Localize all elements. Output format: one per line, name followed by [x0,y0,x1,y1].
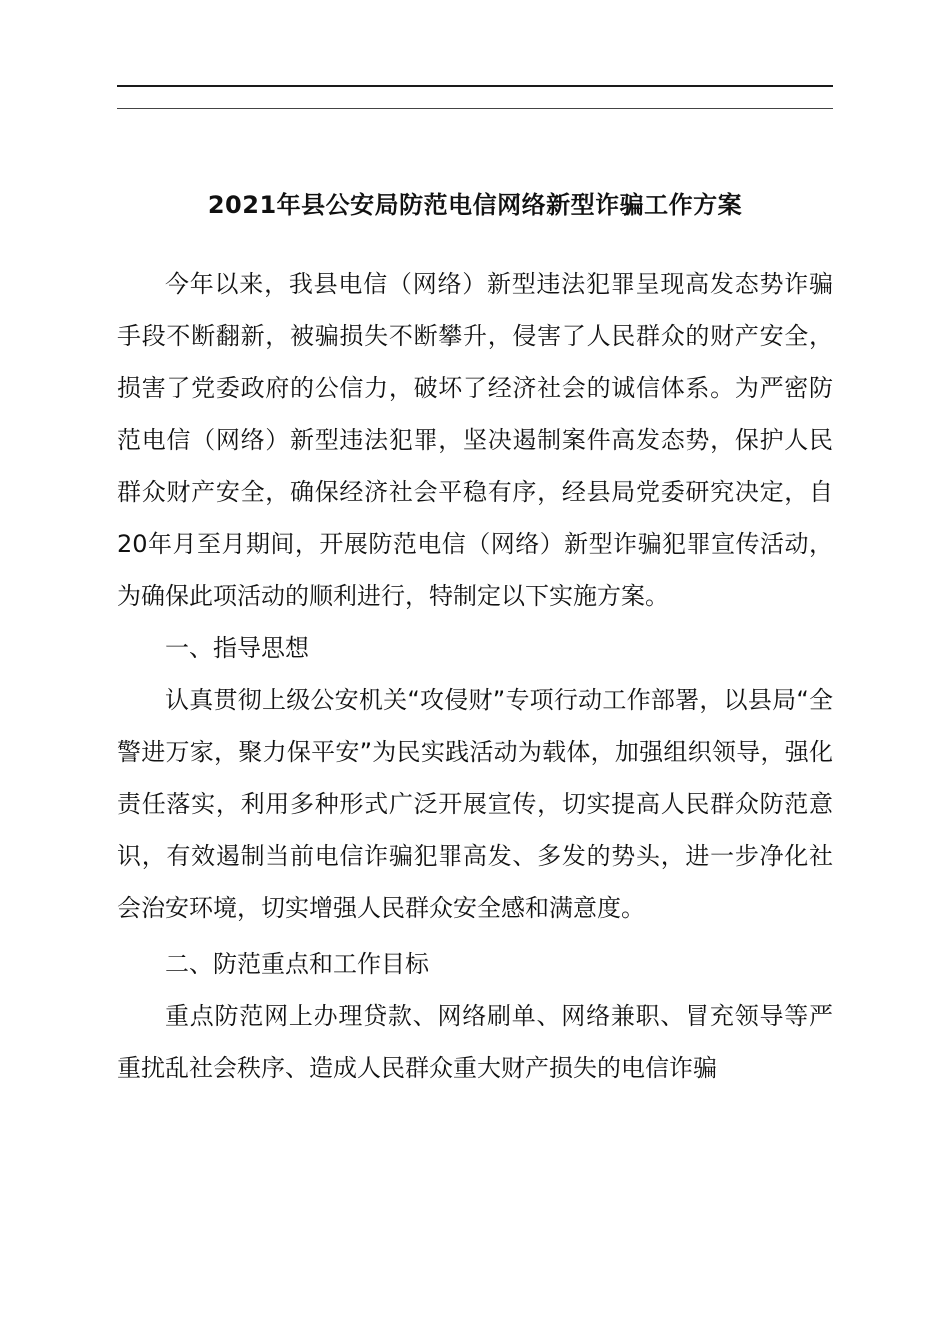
document-title: 2021年县公安局防范电信网络新型诈骗工作方案 [207,191,743,219]
header-rule-bottom [117,108,833,109]
section-heading-guiding-ideology: 一、指导思想 [165,634,309,662]
paragraph-focus-and-goals: 重点防范网上办理贷款、网络刷单、网络兼职、冒充领导等严重扰乱社会秩序、造成人民群众重大财产损失的电信诈骗 [117,1002,833,1082]
header-rule-top [117,85,833,87]
paragraph-intro: 今年以来，我县电信（网络）新型违法犯罪呈现高发态势诈骗手段不断翻新，被骗损失不断攀升，侵害了人民群众的财产安全，损害了党委政府的公信力，破坏了经济社会的诚信体系。为严密防范电信（网络）新型违法犯罪，坚决遏制案件高发态势，保护人民群众财产安全，确保经济社会平稳有序，经县局党委研究决定，自20年月至月期间，开展防范电信（网络）新型诈骗犯罪宣传活动，为确保此项活动的顺利进行，特制定以下实施方案。 [117,270,833,610]
section-heading-focus-and-goals: 二、防范重点和工作目标 [165,950,429,978]
paragraph-guiding-ideology: 认真贯彻上级公安机关“攻侵财”专项行动工作部署，以县局“全警进万家，聚力保平安”为民实践活动为载体，加强组织领导，强化责任落实，利用多种形式广泛开展宣传，切实提高人民群众防范意识，有效遏制当前电信诈骗犯罪高发、多发的势头，进一步净化社会治安环境，切实增强人民群众安全感和满意度。 [117,686,833,922]
document-body [117,258,833,1094]
